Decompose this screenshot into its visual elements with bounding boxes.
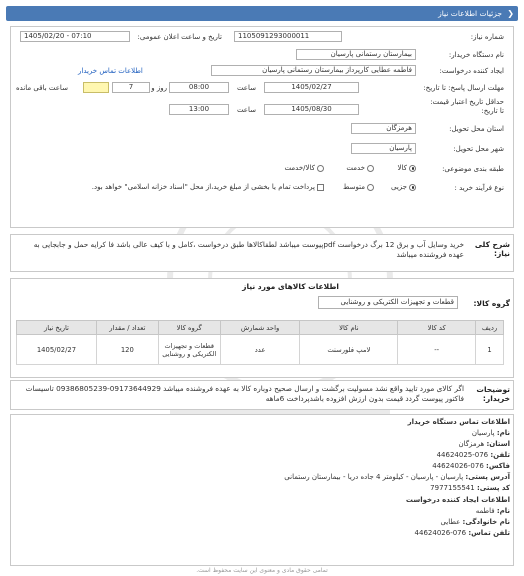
creator-phone-line: تلفن تماس: 076-44624026: [414, 529, 510, 537]
process-label: نوع فرآیند خرید :: [454, 184, 504, 192]
contact-province-line: استان: هرمزگان: [458, 440, 510, 448]
col-unit: واحد شمارش: [220, 321, 300, 335]
cell-date: 1405/02/27: [17, 335, 97, 365]
contact-name-line: نام: پارسیان: [471, 429, 510, 437]
footer-text: تمامی حقوق مادی و معنوی این سایت محفوظ است.: [196, 567, 328, 574]
contact-address-line: آدرس پستی: پارسیان - پارسیان - کیلومتر 4 جاده دریا - بیمارستان رستمانی: [284, 473, 510, 481]
remaining-days-field: 7: [112, 82, 150, 93]
radio-icon: [367, 184, 374, 191]
summary-label: شرح کلی نیاز:: [474, 240, 510, 258]
category-option-goods[interactable]: [398, 164, 416, 172]
remaining-days-label: روز و: [151, 84, 167, 92]
process-option-medium[interactable]: [343, 183, 374, 191]
need-number-label: شماره نیاز:: [470, 33, 504, 41]
creator-name-line: نام: فاطمه: [475, 507, 510, 515]
payment-note-text: پرداخت تمام یا بخشی از مبلغ خرید،از محل "اسناد خزانه اسلامی" خواهد بود.: [91, 183, 315, 191]
table-header-row: [17, 321, 504, 335]
contact-title: اطلاعات تماس دستگاه خریدار: [407, 418, 510, 426]
reply-date-field: 1405/02/27: [264, 82, 359, 93]
cell-row: 1: [476, 335, 504, 365]
items-table: [16, 320, 504, 365]
table-row[interactable]: [17, 335, 504, 365]
validity-date-field: 1405/08/30: [264, 104, 359, 115]
remaining-hours-field: [83, 82, 109, 93]
cell-name: لامپ فلورسنت: [300, 335, 398, 365]
page-title: جزئیات اطلاعات نیاز: [438, 9, 502, 18]
radio-icon: [409, 165, 416, 172]
category-option-label: کالا/خدمت: [284, 164, 315, 172]
process-option-label: متوسط: [343, 183, 365, 191]
announce-datetime-field: 1405/02/20 - 07:10: [20, 31, 130, 42]
cell-unit: عدد: [220, 335, 300, 365]
reply-time-field: 08:00: [169, 82, 229, 93]
contact-phone-line: تلفن: 076-44624025: [436, 451, 510, 459]
creator-title: اطلاعات ایجاد کننده درخواست: [405, 496, 510, 504]
cell-qty: 120: [96, 335, 158, 365]
validity-time-label: ساعت: [236, 106, 256, 114]
process-option-label: جزیی: [391, 183, 407, 191]
requester-field: فاطمه عطایی کارپرداز بیمارستان رستمانی پارسیان: [211, 65, 416, 76]
col-qty: تعداد / مقدار: [96, 321, 158, 335]
buyer-contact-link[interactable]: اطلاعات تماس خریدار: [78, 67, 143, 75]
col-row: ردیف: [476, 321, 504, 335]
process-option-minor[interactable]: [391, 183, 416, 191]
radio-icon: [317, 165, 324, 172]
category-option-both[interactable]: [285, 164, 324, 172]
province-field: هرمزگان: [351, 123, 416, 134]
category-option-service[interactable]: [346, 164, 374, 172]
cell-group: قطعات و تجهیزات الکتریکی و روشنایی: [158, 335, 220, 365]
col-date: تاریخ نیاز: [17, 321, 97, 335]
remaining-hours-label: ساعت باقی مانده: [16, 84, 68, 92]
city-label: شهر محل تحویل:: [453, 145, 504, 153]
payment-note-option[interactable]: [92, 183, 324, 191]
checkbox-icon: [317, 184, 324, 191]
radio-icon: [367, 165, 374, 172]
page-header: [6, 6, 518, 21]
contact-postal-line: کد پستی: 7977155541: [430, 484, 510, 492]
buyer-org-field: بیمارستان رستمانی پارسیان: [296, 49, 416, 60]
radio-icon: [409, 184, 416, 191]
items-section-title: اطلاعات کالاهای مورد نیاز: [242, 282, 339, 291]
category-option-label: خدمت: [346, 164, 365, 172]
requester-label: ایجاد کننده درخواست:: [439, 67, 504, 75]
contact-fax-line: فاکس: 076-44624026: [432, 462, 510, 470]
province-label: استان محل تحویل:: [449, 125, 504, 133]
category-label: طبقه بندی موضوعی:: [442, 165, 504, 173]
group-field: قطعات و تجهیزات الکتریکی و روشنایی: [318, 296, 458, 309]
creator-family-line: نام خانوادگی: عطایی: [440, 518, 510, 526]
reply-time-label: ساعت: [236, 84, 256, 92]
need-number-field: 1105091293000011: [234, 31, 342, 42]
col-group: گروه کالا: [158, 321, 220, 335]
group-label: گروه کالا:: [473, 299, 510, 308]
reply-deadline-label: مهلت ارسال پاسخ: تا تاریخ:: [423, 84, 504, 92]
validity-label: حداقل تاریخ اعتبار قیمت: تا تاریخ:: [430, 98, 504, 115]
buyer-org-label: نام دستگاه خریدار:: [448, 51, 504, 59]
cell-code: --: [398, 335, 476, 365]
need-details-panel: [10, 26, 514, 228]
buyer-notes-text: اگر کالای مورد تایید واقع نشد مسولیت برگشت و ارسال صحیح دوباره کالا به عهده فروشنده میباشد 09173644929-09386805239 تاسیسات فاکتور پیوست گردد قیمت بدون ارزش افزوده باشدپرداخت 6ماهه: [25, 384, 464, 403]
col-code: کد کالا: [398, 321, 476, 335]
summary-text: خرید وسایل آب و برق 12 برگ درخواست pdfپیوست میباشد لطفاکالاها طبق درخواست ،کامل و با کیف عالی باشد فا کرایه حمل و جابجایی به عهده فروشنده میباشد: [33, 240, 464, 259]
announce-datetime-label: تاریخ و ساعت اعلان عمومی:: [137, 33, 222, 41]
buyer-notes-label: توضیحات خریدار:: [476, 385, 510, 403]
validity-time-field: 13:00: [169, 104, 229, 115]
col-name: نام کالا: [300, 321, 398, 335]
city-field: پارسیان: [351, 143, 416, 154]
chevron-left-icon: ❮: [507, 9, 514, 18]
category-option-label: کالا: [397, 164, 407, 172]
